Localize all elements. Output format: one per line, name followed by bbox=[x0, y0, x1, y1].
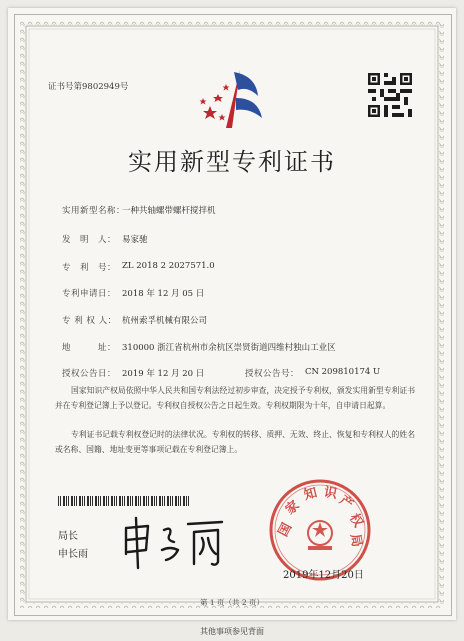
field-value-grant-date: 2019 年 12 月 20 日 bbox=[122, 369, 205, 379]
seal-date: 2019年12月20日 bbox=[283, 570, 364, 581]
svg-text:产: 产 bbox=[337, 492, 357, 512]
field-value-name: 一种共轴螺带螺杆搅拌机 bbox=[122, 206, 216, 216]
field-label-address: 地 址： bbox=[62, 343, 117, 353]
svg-text:家: 家 bbox=[282, 497, 302, 518]
field-value-inventor: 易家驰 bbox=[122, 235, 148, 245]
back-page-note: 其他事项参见背面 bbox=[200, 627, 264, 636]
svg-text:国: 国 bbox=[275, 520, 295, 539]
legal-status-paragraph: 专利证书记载专利权登记时的法律状况。专利权的转移、质押、无效、终止、恢复和专利权人的姓名或名称、国籍、地址变更等事项记载在专利登记簿上。 bbox=[55, 430, 415, 454]
certificate-title: 实用新型专利证书 bbox=[128, 148, 336, 176]
field-label-filing-date: 专利申请日： bbox=[62, 289, 117, 299]
field-label-name: 实用新型名称： bbox=[62, 206, 126, 216]
field-label-inventor: 发 明 人： bbox=[62, 235, 117, 245]
field-value-filing-date: 2018 年 12 月 05 日 bbox=[122, 289, 205, 299]
svg-text:知: 知 bbox=[302, 484, 319, 503]
qr-code-icon bbox=[368, 73, 412, 117]
patent-emblem-icon bbox=[196, 68, 268, 134]
field-label-patentee: 专 利 权 人： bbox=[62, 316, 117, 326]
barcode bbox=[58, 496, 190, 506]
field-value-patentee: 杭州索孚机械有限公司 bbox=[122, 316, 208, 326]
svg-text:局: 局 bbox=[348, 532, 366, 549]
page-indicator: 第 1 页（共 2 页） bbox=[199, 598, 265, 607]
field-value-grant-no: CN 209810174 U bbox=[305, 367, 381, 377]
field-label-grant-no: 授权公告号： bbox=[245, 369, 300, 379]
svg-text:识: 识 bbox=[322, 484, 339, 502]
certificate-number: 证书号第9802949号 bbox=[48, 82, 129, 92]
grant-statement-paragraph: 国家知识产权局依照中华人民共和国专利法经过初步审查，决定授予专利权，颁发实用新型专利证书并在专利登记簿上予以登记。专利权自授权公告之日起生效。专利权期限为十年，自申请日起算。 bbox=[55, 386, 415, 410]
field-label-patent-no: 专 利 号： bbox=[62, 263, 117, 273]
field-label-grant-date: 授权公告日： bbox=[62, 369, 117, 379]
signature-title: 局长 bbox=[58, 531, 78, 542]
signature-image bbox=[118, 510, 238, 572]
field-value-patent-no: ZL 2018 2 2027571.0 bbox=[122, 261, 215, 271]
signature-name: 申长雨 bbox=[58, 549, 88, 560]
field-value-address: 310000 浙江省杭州市余杭区崇贤街道四维村独山工业区 bbox=[122, 343, 336, 353]
svg-text:权: 权 bbox=[346, 510, 367, 530]
